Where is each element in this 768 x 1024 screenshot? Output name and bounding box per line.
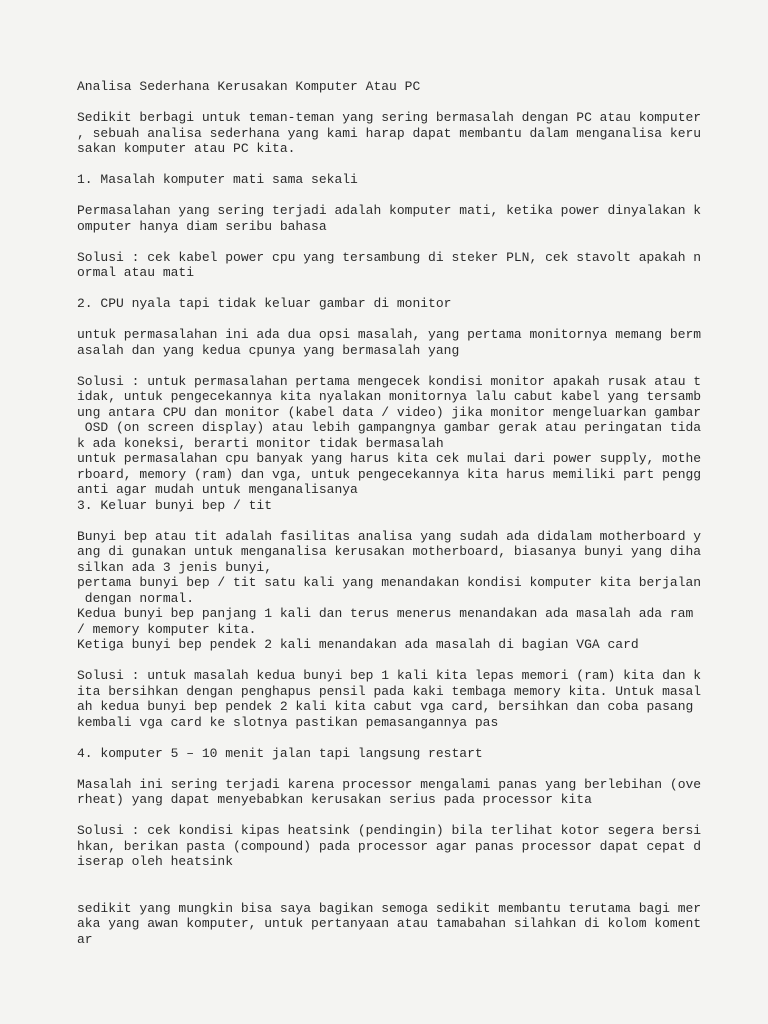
text-line: rheat) yang dapat menyebabkan kerusakan serius pada processor kita [77, 792, 592, 807]
blank-line [77, 885, 728, 901]
text-line: ung antara CPU dan monitor (kabel data / video) jika monitor mengeluarkan gambar [77, 404, 702, 420]
text-line: Permasalahan yang sering terjadi adalah komputer mati, ketika power dinyalakan k [77, 203, 702, 218]
blank-line [77, 234, 728, 250]
blank-line [77, 157, 728, 173]
blank-line [77, 761, 728, 777]
text-line: / memory komputer kita. [77, 621, 257, 637]
text-line: OSD (on screen display) atau lebih gampangnya gambar gerak atau peringatan tida [77, 420, 702, 435]
text-line: ang di gunakan untuk menganalisa kerusakan motherboard, biasanya bunyi yang diha [77, 544, 702, 559]
text-line: dengan normal. [77, 590, 195, 606]
text-line: iserap oleh heatsink [77, 854, 234, 869]
text-line: Solusi : cek kabel power cpu yang tersambung di steker PLN, cek stavolt apakah n [77, 249, 702, 265]
text-line: Solusi : cek kondisi kipas heatsink (pendingin) bila terlihat kotor segera bersi [77, 823, 702, 838]
blank-line [77, 653, 728, 669]
text-line: Bunyi bep atau tit adalah fasilitas analisa yang sudah ada didalam motherboard y [77, 528, 702, 544]
text-line: ah kedua bunyi bep pendek 2 kali kita cabut vga card, bersihkan dan coba pasang [77, 699, 694, 714]
text-line: ita bersihkan dengan penghapus pensil pada kaki tembaga memory kita. Untuk masal [77, 683, 702, 699]
text-line: Sedikit berbagi untuk teman-teman yang sering bermasalah dengan PC atau komputer [77, 110, 702, 125]
blank-line [77, 281, 728, 297]
blank-line [77, 870, 728, 886]
document-title: Analisa Sederhana Kerusakan Komputer Atau PC [77, 79, 421, 94]
text-line: , sebuah analisa sederhana yang kami harap dapat membantu dalam menganalisa keru [77, 125, 702, 141]
text-line: asalah dan yang kedua cpunya yang bermasalah yang [77, 342, 460, 358]
text-line: 1. Masalah komputer mati sama sekali [77, 172, 358, 187]
text-line: ar [77, 931, 93, 947]
text-line: Kedua bunyi bep panjang 1 kali dan terus menerus menandakan ada masalah ada ram [77, 606, 694, 621]
text-line: anti agar mudah untuk menganalisanya [77, 482, 358, 497]
text-line: idak, untuk pengecekannya kita nyalakan monitornya lalu cabut kabel yang tersamb [77, 389, 702, 404]
text-line: omputer hanya diam seribu bahasa [77, 218, 327, 234]
blank-line [77, 312, 728, 328]
blank-line [77, 188, 728, 204]
text-line: Solusi : untuk masalah kedua bunyi bep 1 kali kita lepas memori (ram) kita dan k [77, 668, 702, 683]
text-line: 3. Keluar bunyi bep / tit [77, 497, 273, 513]
text-line: ormal atau mati [77, 265, 195, 280]
text-line: Ketiga bunyi bep pendek 2 kali menandakan ada masalah di bagian VGA card [77, 637, 639, 652]
text-line: sedikit yang mungkin bisa saya bagikan semoga sedikit membantu terutama bagi mer [77, 900, 702, 916]
text-line: silkan ada 3 jenis bunyi, [77, 559, 273, 575]
text-line: untuk permasalahan cpu banyak yang harus kita cek mulai dari power supply, mothe [77, 451, 702, 466]
text-line: kembali vga card ke slotnya pastikan pemasangannya pas [77, 714, 499, 730]
text-line: hkan, berikan pasta (compound) pada processor agar panas processor dapat cepat d [77, 838, 702, 854]
blank-line [77, 95, 728, 111]
blank-line [77, 513, 728, 529]
text-line: rboard, memory (ram) dan vga, untuk pengecekannya kita harus memiliki part pengg [77, 466, 702, 482]
text-line: aka yang awan komputer, untuk pertanyaan atau tamabahan silahkan di kolom koment [77, 916, 702, 931]
text-line: sakan komputer atau PC kita. [77, 141, 296, 156]
text-line: 4. komputer 5 – 10 menit jalan tapi langsung restart [77, 745, 483, 761]
text-line: k ada koneksi, berarti monitor tidak bermasalah [77, 435, 444, 451]
text-line: untuk permasalahan ini ada dua opsi masalah, yang pertama monitornya memang berm [77, 327, 702, 342]
text-line: 2. CPU nyala tapi tidak keluar gambar di monitor [77, 296, 452, 311]
blank-line [77, 358, 728, 374]
blank-line [77, 730, 728, 746]
text-line: Masalah ini sering terjadi karena processor mengalami panas yang berlebihan (ove [77, 776, 702, 792]
text-line: Solusi : untuk permasalahan pertama mengecek kondisi monitor apakah rusak atau t [77, 373, 702, 389]
blank-line [77, 808, 728, 824]
text-line: pertama bunyi bep / tit satu kali yang menandakan kondisi komputer kita berjalan [77, 575, 702, 590]
